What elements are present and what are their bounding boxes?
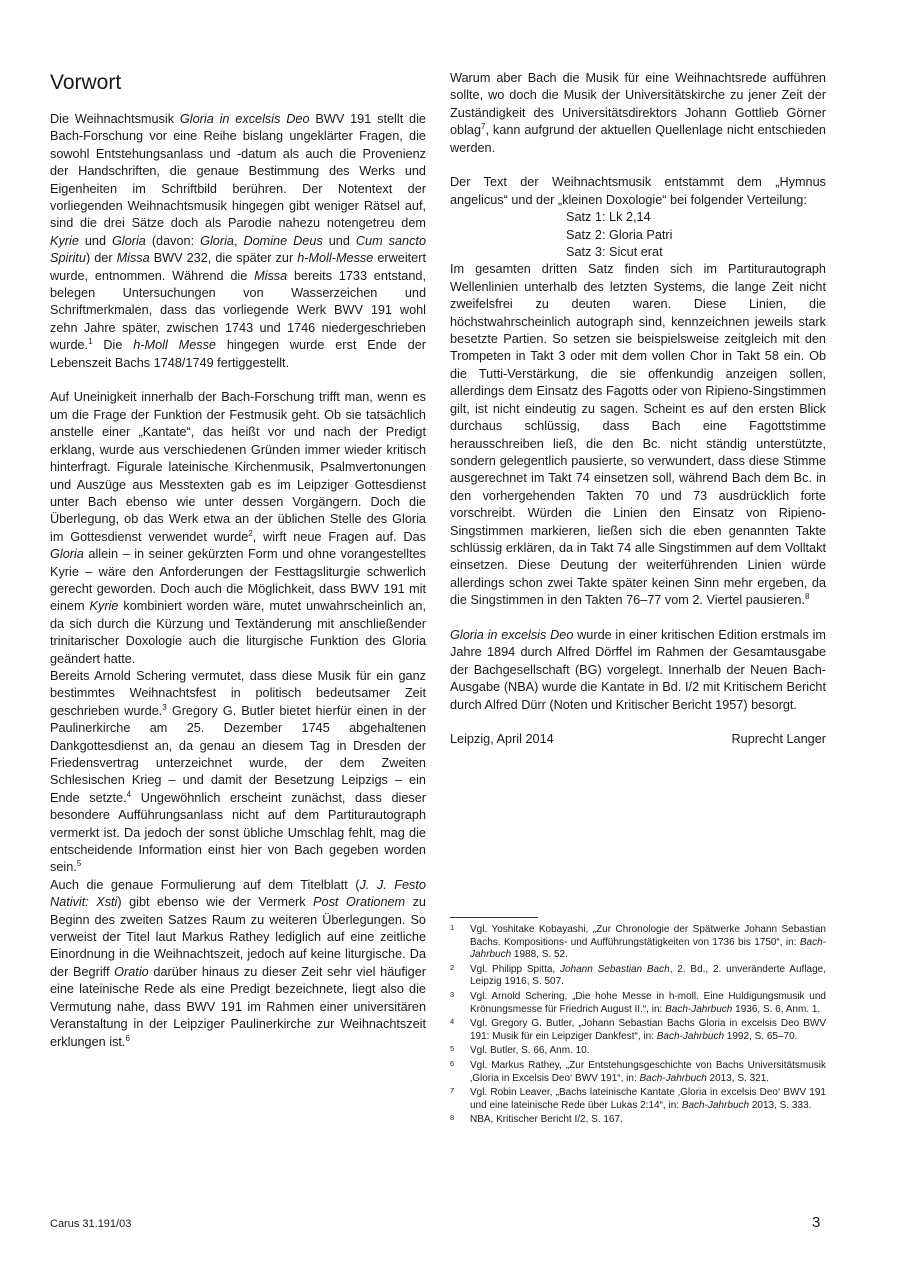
footnote-rule [450,917,538,918]
footnote-text: NBA, Kritischer Bericht I/2, S. 167. [470,1114,623,1126]
right-paragraph-3: Im gesamten dritten Satz finden sich im Partiturautograph Wellenlinien unterhalb des letzten Systems, die lange Zeit nicht zweifelsfrei zu deuten waren. Diese Linien, die höchstwahrscheinlich autograph sind, kennzeichnen jeweils stark besetzte Partien. So setzen sie beispielsweise zeitgleich mit den Trompeten in Takt 3 oder mit dem vollen Chor in Takt 58 ein. Ob die Tutti-Verstärkung, die sie offenkundig anzeigen sollen, allerdings dem Einsatz des Fagotts oder von Ripieno-Singstimmen gilt, ist nicht eindeutig zu sagen. Scheint es auf den ersten Blick durchaus schlüssig, dass Bach eine Fagottstimme herausschreiben ließ, die den Bc. nicht ständig unterstützte, sondern gelegentlich pausierte, so verwundert, dass diese Stimme ausgerechnet im Takt 74 einsetzen soll, während Bach dem Bc. in den vorhergehenden Takten 70 und 73 ausdrücklich forte vorschreibt. Würden die Linien den Einsatz von Ripieno-Singstimmen markieren, ließen sich die eben genannten Takte schlüssig erklären, da in Takt 74 alle Singstimmen auf dem Volltakt einsetzen. Diese Deutung der weiterführenden Linien würde allerdings schon zwei Takte später keinen Sinn mehr ergeben, da die Singstimmen in den Takten 76–77 vom 2. Viertel pausieren.$^8$ [450,262,826,608]
footnote-text: Vgl. Markus Rathey, „Zur Entstehungsgeschichte von Bachs Universitätsmusik ‚Gloria in Excelsis Deo‘ BWV 191“, in: Bach-Jahrbuch 2013, S. 321. [470,1059,826,1084]
verse-line-2: Satz 2: Gloria Patri [566,227,673,242]
footnote [450,1114,826,1127]
footnote-number: 2 [450,962,455,972]
signature-line [450,731,826,748]
footnote-number: 5 [450,1044,455,1054]
footnotes [450,924,826,1129]
left-paragraph-4: Auch die genaue Formulierung auf dem Titelblatt (J. J. Festo Nativit: Xsti) gibt ebenso wie der Vermerk Post Orationem zu Beginn des zweiten Satzes Raum zu weiteren Überlegungen. So verweist der Titel laut Markus Rathey lediglich auf eine zeitliche Einordnung in die Weihnachtszeit, jedoch auf keine liturgische. Da der Begriff Oratio darüber hinaus zu dieser Zeit sehr viel häufiger eine lateinische Rede als eine Predigt bezeichnete, liegt also die Vermutung nahe, dass BWV 191 im Rahmen einer universitären Veranstaltung in der Leipziger Paulinerkirche zur Weihnachtszeit erklungen ist.$^6$ [50,877,426,1049]
left-paragraph-1: Die Weihnachtsmusik Gloria in excelsis Deo BWV 191 stellt die Bach-Forschung vor eine Reihe bislang ungeklärter Fragen, die sowohl Entstehungsanlass und -datum als auch die Provenienz der Handschriften, die genaue Bestimmung des Werks und Eigenheiten im Schriftbild berühren. Der Notentext der vorliegenden Weihnachtsmusik hingegen gibt weniger Rätsel auf, sind die drei Sätze doch als Parodie nahezu notengetreu dem Kyrie und Gloria (davon: Gloria, Domine Deus und Cum sancto Spiritu) der Missa BWV 232, die später zur h-Moll-Messe erweitert wurde, entnommen. Während die Missa bereits 1733 entstand, belegen Untersuchungen von Wasserzeichen und Schriftmerkmalen, dass das vorliegende Werk BWV 191 wohl zehn Jahre später, zwischen 1743 und 1746 niedergeschrieben wurde.$^1$ Die h-Moll Messe hingegen wurde erst Ende der Lebenszeit Bachs 1748/1749 fertiggestellt. [50,112,427,370]
right-paragraph-1: Warum aber Bach die Musik für eine Weihnachtsrede aufführen sollte, wo doch die Musik der Universitätskirche zu jener Zeit der Zuständigkeit des Universitätsdirektors Johann Gottlieb Görner oblag$^7$, kann aufgrund der aktuellen Quellenlage nicht entschieden werden. [450,71,826,155]
page-title: Vorwort [50,71,122,94]
footnote [450,991,826,1016]
footnote [450,1060,826,1085]
signature-place-date: Leipzig, April 2014 [450,732,554,747]
footer-catalog-number: Carus 31.191/03 [50,1218,132,1230]
right-paragraph-4: Gloria in excelsis Deo wurde in einer kritischen Edition erstmals im Jahre 1894 durch Alfred Dörffel im Rahmen der Gesamtausgabe der Bachgesellschaft (BG) vorgelegt. Innerhalb der Neuen Bach-Ausgabe (NBA) wurde die Kantate in Bd. I/2 mit Kritischem Bericht durch Alfred Dürr (Noten und Kritischer Bericht 1957) besorgt. [450,627,826,712]
footnote [450,1045,826,1058]
page-number: 3 [812,1214,821,1231]
signature-author: Ruprecht Langer [731,732,826,747]
left-paragraph-2: Auf Uneinigkeit innerhalb der Bach-Forschung trifft man, wenn es um die Frage der Funktion der Festmusik geht. Ob sie tatsächlich anstelle einer „Kantate“, das heißt vor und nach der Predigt erklang, wurde aus verschiedenen Gründen immer wieder kritisch hinterfragt. Figurale lateinische Kirchenmusik, Psalmvertonungen und Auszüge aus Messtexten gab es im Leipziger Gottesdienst unter Bach ebenso wie unter dessen Vorgängern. Doch die Überlegung, ob das Werk etwa an der üblichen Stelle des Gloria im Gottesdienst verwendet wurde$^2$, wirft neue Fragen auf. Das Gloria allein – in seiner gekürzten Form und ohne vorangestelltes Kyrie – wäre den Anforderungen der Festtagsliturgie schwerlich gerecht geworden. Doch auch die Möglichkeit, dass BWV 191 mit einem Kyrie kombiniert worden wäre, mutet unwahrscheinlich an, da sich durch die Kürzung und Textänderung mit anschließender trinitarischer Doxologie auch die liturgische Funktion des Gloria geändert hatte. [50,390,426,666]
footnote-text: Vgl. Philipp Spitta, Johann Sebastian Bach, 2. Bd., 2. unveränderte Auflage, Leipzig 1916, S. 507. [470,963,827,988]
footnote-number: 1 [450,923,455,932]
footnote [450,1087,826,1112]
footnote [450,964,826,989]
left-paragraph-3: Bereits Arnold Schering vermutet, dass diese Musik für ein ganz bestimmtes Weihnachtsfest in politisch bedeutsamer Zeit geschrieben wurde.$^3$ Gregory G. Butler bietet hierfür einen in der Paulinerkirche am 25. Dezember 1745 abgehaltenen Dankgottesdienst an, da genau an diesem Tag in Dresden der Friedensvertrag unterzeichnet wurde, der dem Zweiten Schlesischen Krieg – und damit der Besetzung Leipzigs – ein Ende setzte.$^4$ Ungewöhnlich erscheint zunächst, dass dieser besondere Aufführungsanlass nicht auf dem Partiturautograph vermerkt ist. Da jedoch der sonst übliche Umschlag fehlt, mag die entscheidende Information einst hier von Bach gegeben worden sein.$^5$ [50,668,427,875]
footnote-number: 7 [450,1086,455,1096]
footnote-text: Vgl. Butler, S. 66, Anm. 10. [470,1045,590,1057]
footnote-number: 4 [450,1017,455,1027]
footnote-number: 8 [450,1113,455,1123]
right-column [450,70,826,749]
footnote-text: Vgl. Robin Leaver, „Bachs lateinische Kantate ‚Gloria in excelsis Deo‘ BWV 191 und eine lateinische Rede über Lukas 2:14“, in: Bach-Jahrbuch 2013, S. 333. [470,1087,826,1111]
right-paragraph-2: Der Text der Weihnachtsmusik entstammt dem „Hymnus angelicus“ und der „kleinen Doxologie“ bei folgender Verteilung: [450,175,826,207]
verse-line-3: Satz 3: Sicut erat [566,245,663,260]
footnote-text: Vgl. Yoshitake Kobayashi, „Zur Chronologie der Spätwerke Johann Sebastian Bachs. Kompositions- und Aufführungstätigkeiten von 1736 bis 1750“, in: Bach-Jahrbuch 1988, S. 52. [470,924,826,961]
verse-line-1: Satz 1: Lk 2,14 [566,210,651,225]
footnote-number: 3 [450,989,455,999]
footnote-text: Vgl. Arnold Schering, „Die hohe Messe in h-moll. Eine Huldigungsmusik und Krönungsmesse für Friedrich August II.“, in: Bach-Jahrbuch 1936, S. 6, Anm. 1. [470,990,826,1015]
left-column [50,70,426,1051]
footnote [450,1018,826,1043]
footnote-text: Vgl. Gregory G. Butler, „Johann Sebastian Bachs Gloria in excelsis Deo BWV 191: Musik für ein Leipziger Dankfest“, in: Bach-Jahrbuch 1992, S. 65–70. [470,1018,826,1042]
footnote [450,924,826,962]
footnote-number: 6 [450,1058,455,1068]
